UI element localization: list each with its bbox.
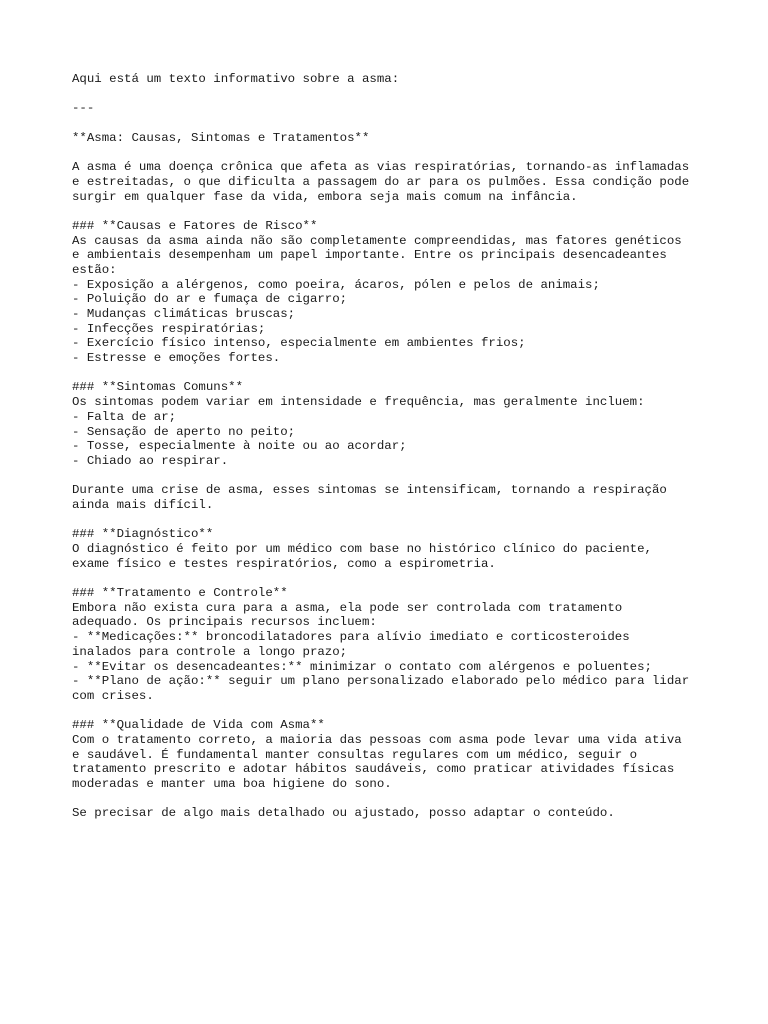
text-line: Os sintomas podem variar em intensidade e frequência, mas geralmente incluem: — [72, 395, 645, 410]
text-line: Aqui está um texto informativo sobre a asma: — [72, 72, 400, 86]
text-line: As causas da asma ainda não são completamente compreendidas, mas fatores genéticos — [72, 233, 682, 248]
text-line: ### **Diagnóstico** — [72, 527, 214, 542]
text-line: Com o tratamento correto, a maioria das pessoas com asma pode levar uma vida ativa — [72, 732, 682, 747]
text-line: - Tosse, especialmente à noite ou ao acordar; — [72, 439, 407, 454]
text-line: Durante uma crise de asma, esses sintomas se intensificam, tornando a respiração — [72, 483, 667, 498]
text-line: - Exercício físico intenso, especialmente em ambientes frios; — [72, 336, 526, 351]
text-line: inalados para controle a longo prazo; — [72, 644, 348, 659]
text-line: - Mudanças climáticas bruscas; — [72, 307, 296, 321]
text-line: - **Evitar os desencadeantes:** minimizar o contato com alérgenos e poluentes; — [72, 659, 652, 674]
text-line: - **Plano de ação:** seguir um plano personalizado elaborado pelo médico para lidar — [72, 674, 690, 689]
text-line: - Chiado ao respirar. — [72, 453, 229, 468]
text-line: - Infecções respiratórias; — [72, 321, 266, 336]
text-line: O diagnóstico é feito por um médico com base no histórico clínico do paciente, — [72, 542, 652, 556]
text-line: - Falta de ar; — [72, 409, 177, 424]
text-line: e saudável. É fundamental manter consultas regulares com um médico, seguir o — [72, 747, 638, 762]
document-text — [72, 72, 712, 821]
text-line: estão: — [72, 262, 117, 277]
text-line: ### **Sintomas Comuns** — [72, 380, 244, 395]
text-line: - Estresse e emoções fortes. — [72, 351, 281, 366]
text-line: e ambientais desempenham um papel importante. Entre os principais desencadeantes — [72, 248, 667, 263]
text-line: ### **Tratamento e Controle** — [72, 586, 288, 601]
text-line: tratamento prescrito e adotar hábitos saudáveis, como praticar atividades físicas — [72, 762, 675, 777]
text-line: - Exposição a alérgenos, como poeira, ácaros, pólen e pelos de animais; — [72, 277, 600, 292]
text-line: surgir em qualquer fase da vida, embora seja mais comum na infância. — [72, 189, 578, 204]
text-line: ### **Qualidade de Vida com Asma** — [72, 718, 325, 733]
blank-line — [72, 571, 712, 586]
text-line: com crises. — [72, 688, 154, 703]
text-line: adequado. Os principais recursos incluem: — [72, 615, 377, 630]
blank-line — [72, 469, 712, 484]
blank-line — [72, 792, 712, 807]
blank-line — [72, 145, 712, 160]
text-line: exame físico e testes respiratórios, como a espirometria. — [72, 556, 496, 571]
blank-line — [72, 87, 712, 102]
text-line: Se precisar de algo mais detalhado ou ajustado, posso adaptar o conteúdo. — [72, 806, 615, 821]
text-line: ainda mais difícil. — [72, 497, 214, 512]
text-line: Embora não exista cura para a asma, ela pode ser controlada com tratamento — [72, 600, 623, 615]
text-line: moderadas e manter uma boa higiene do sono. — [72, 777, 392, 791]
text-line: - Sensação de aperto no peito; — [72, 424, 296, 439]
text-line: - Poluição do ar e fumaça de cigarro; — [72, 292, 348, 307]
blank-line — [72, 704, 712, 719]
text-line: **Asma: Causas, Sintomas e Tratamentos** — [72, 130, 370, 145]
text-line: e estreitadas, o que dificulta a passagem do ar para os pulmões. Essa condição pode — [72, 174, 690, 189]
text-line: - **Medicações:** broncodilatadores para alívio imediato e corticosteroides — [72, 630, 630, 645]
text-line: A asma é uma doença crônica que afeta as vias respiratórias, tornando-as inflamadas — [72, 160, 690, 175]
blank-line — [72, 513, 712, 528]
text-line: --- — [72, 101, 95, 116]
blank-line — [72, 116, 712, 131]
blank-line — [72, 204, 712, 219]
text-line: ### **Causas e Fatores de Risco** — [72, 218, 318, 233]
blank-line — [72, 366, 712, 381]
